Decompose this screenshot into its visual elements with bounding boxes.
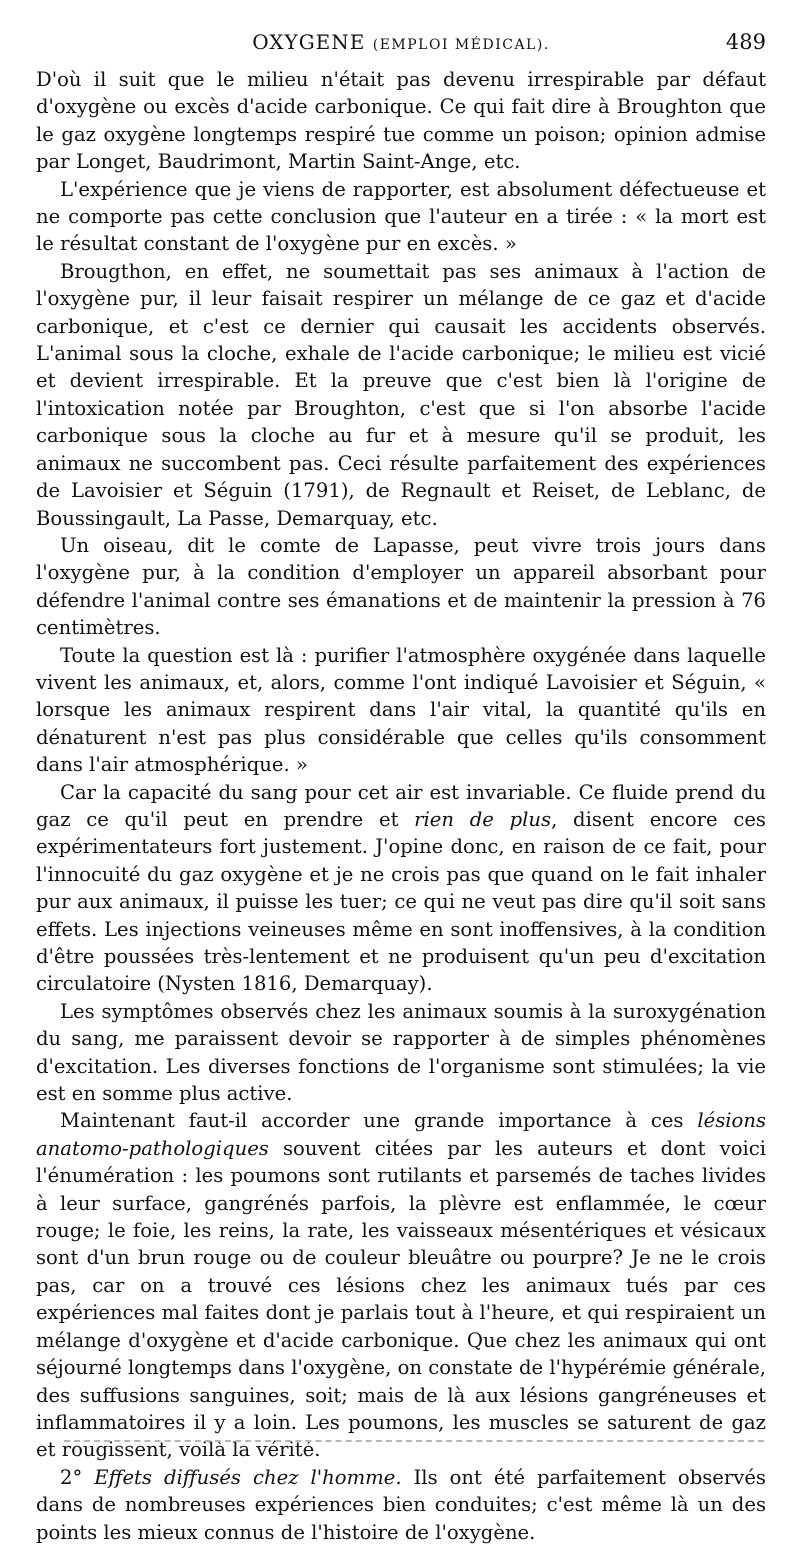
paragraph-text: D'où il suit que le milieu n'était pas devenu irrespirable par défaut d'oxygène ou excès d'acide carbonique. Ce qui fait dire à Broughton que le gaz oxygène longtemps respiré tue comme un poison; opinion admise par Longet, Baudrimont, Martin Saint-Ange, etc.	[36, 68, 766, 174]
paragraph-9	[36, 1464, 766, 1546]
paragraph-5	[36, 642, 766, 779]
paragraph-text: Maintenant faut-il accorder une grande importance à ces	[60, 1109, 698, 1133]
running-title-main: OXYGENE	[252, 30, 366, 54]
italic-phrase: lésions anatomo-pathologiques	[36, 1109, 766, 1160]
italic-phrase: rien de plus	[414, 807, 552, 831]
running-title	[36, 30, 766, 54]
paragraph-text: Brougthon, en effet, ne soumettait pas ses animaux à l'action de l'oxygène pur, il leur faisait respirer un mélange de ce gaz et d'acide carbonique, et c'est ce dernier qui causait les accidents observés. L'animal sous la cloche, exhale de l'acide carbonique; le milieu est vicié et devient irrespirable. Et la preuve que c'est bien là l'origine de l'intoxication notée par Broughton, c'est que si l'on absorbe l'acide carbonique sous la cloche au fur et à mesure qu'il se produit, les animaux ne succombent pas. Ceci résulte parfaitement des expériences de Lavoisier et Séguin (1791), de Regnault et Reiset, de Leblanc, de Boussingault, La Passe, Demarquay, etc.	[36, 259, 766, 530]
paragraph-text: Toute la question est là : purifier l'atmosphère oxygénée dans laquelle vivent les animaux, et, alors, comme l'ont indiqué Lavoisier et Séguin, « lorsque les animaux respirent dans l'air vital, la quantité qu'ils en dénaturent n'est pas plus considérable que celles qu'ils consomment dans l'air atmosphérique. »	[36, 643, 766, 777]
paragraph-text: Un oiseau, dit le comte de Lapasse, peut vivre trois jours dans l'oxygène pur, à la condition d'employer un appareil absorbant pour défendre l'animal contre ses émanations et de maintenir la pression à 76 centimètres.	[36, 533, 766, 640]
paragraph-text: Car la capacité du sang pour cet air est invariable. Ce fluide prend du gaz ce qu'il peut en prendre et	[36, 780, 766, 831]
running-header	[36, 30, 766, 60]
paragraph-text: souvent citées par les auteurs et dont voici l'énumération : les poumons sont rutilants et parsemés de taches livides à leur surface, gangrénés parfois, la plèvre est enflammée, le cœur rouge; le foie, les reins, la rate, les vaisseaux mésentériques et vésicaux sont d'un brun rouge ou de couleur bleuâtre ou pourpre? Je ne le crois pas, car on a trouvé ces lésions chez les animaux tués par ces expériences mal faites dont je parlais tout à l'heure, et qui respiraient un mélange d'oxygène et d'acide carbonique. Que chez les animaux qui ont séjourné longtemps dans l'oxygène, on constate de l'hypérémie générale, des suffusions sanguines, soit; mais de là aux lésions gangréneuses et inflammatoires il y a loin. Les poumons, les muscles se saturent de gaz et rougissent, voilà la vérité.	[36, 1136, 766, 1462]
section-number: 2°	[60, 1465, 95, 1489]
paragraph-text: Ils ont été parfaitement observés dans de nombreuses expériences bien conduites; c'est même là un des points les mieux connus de l'histoire de l'oxygène.	[36, 1465, 766, 1544]
paragraph-text: Les symptômes observés chez les animaux soumis à la suroxygénation du sang, me paraissent devoir se rapporter à de simples phénomènes d'excitation. Les diverses fonctions de l'organisme sont stimulées; la vie est en somme plus active.	[36, 999, 766, 1106]
section-heading: Effets diffusés chez l'homme.	[94, 1465, 402, 1489]
paragraph-2	[36, 176, 766, 258]
paragraph-8	[36, 1107, 766, 1463]
footer-rule	[64, 1440, 764, 1442]
paragraph-1	[36, 66, 766, 176]
paragraph-4	[36, 532, 766, 642]
paragraph-7	[36, 998, 766, 1108]
page-number: 489	[725, 30, 766, 54]
paragraph-text: , disent encore ces expérimentateurs fort justement. J'opine donc, en raison de ce fait, pour l'innocuité du gaz oxygène et je ne crois pas que quand on le fait inhaler pur aux animaux, il puisse les tuer; ce qui ne veut pas dire qu'il soit sans effets. Les injections veineuses même en sont inoffensives, à la condition d'être poussées très-lentement et ne produisent qu'un peu d'excitation circulatoire (Nysten 1816, Demarquay).	[36, 807, 766, 996]
paragraph-6	[36, 779, 766, 998]
running-title-sub: (EMPLOI MÉDICAL).	[372, 37, 550, 53]
paragraph-3	[36, 258, 766, 532]
body-text	[36, 66, 766, 1546]
paragraph-text: L'expérience que je viens de rapporter, est absolument défectueuse et ne comporte pas cette conclusion que l'auteur en a tirée : « la mort est le résultat constant de l'oxygène pur en excès. »	[36, 177, 766, 256]
